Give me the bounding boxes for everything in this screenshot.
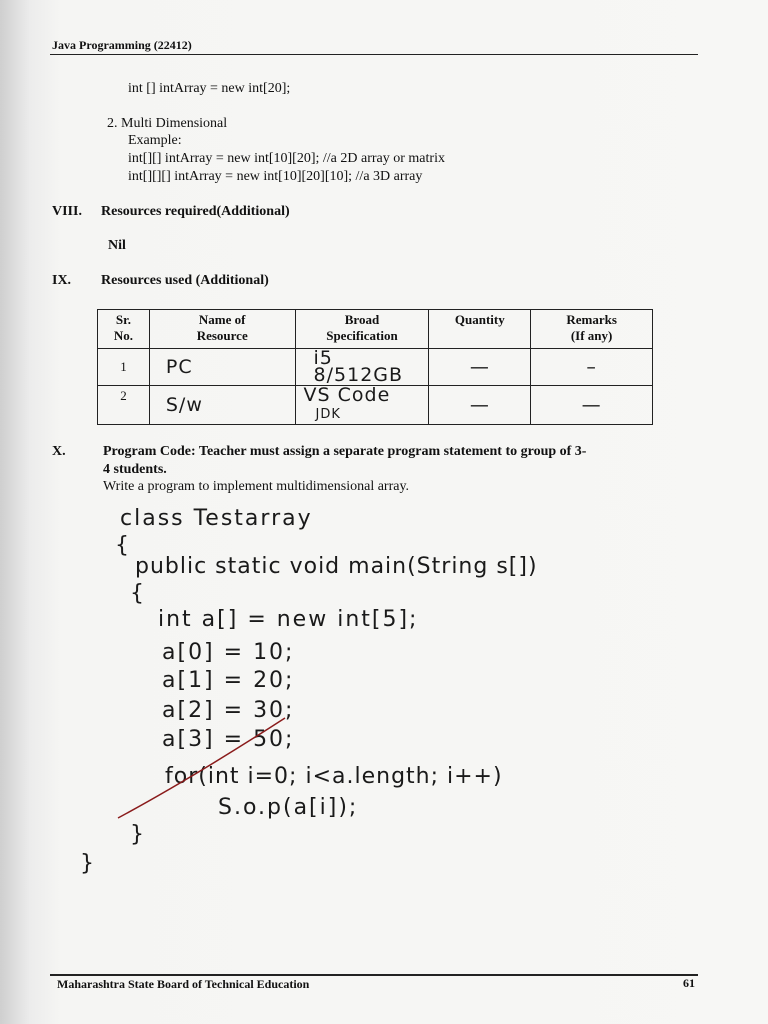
header-quantity: Quantity (429, 310, 531, 349)
cell-name: S/w (149, 386, 295, 425)
section-viii-number: VIII. (52, 204, 82, 219)
header-specification: Broad Specification (295, 310, 429, 349)
cell-quantity: — (429, 349, 531, 386)
code-line-array-decl: int a[] = new int[5]; (158, 607, 419, 632)
cell-name: PC (149, 349, 295, 386)
footer-board-name: Maharashtra State Board of Technical Education (57, 977, 310, 991)
header-resource-name: Name of Resource (149, 310, 295, 349)
section-viii-content: Nil (108, 238, 126, 253)
code-line-for-loop: for(int i=0; i<a.length; i++) (165, 764, 503, 789)
multi-dimensional-item: 2. Multi Dimensional (107, 116, 228, 131)
code-line-close-brace: } (130, 822, 146, 847)
header-remarks: Remarks (If any) (531, 310, 653, 349)
footer-rule (50, 974, 698, 976)
code-line-open-brace-2: { (130, 581, 146, 606)
cell-sr: 1 (98, 349, 150, 386)
example-3d-line: int[][][] intArray = new int[10][20][10]; //a 3D array (128, 169, 423, 184)
section-x-number: X. (52, 444, 66, 459)
cell-spec: VS Code JDK (295, 386, 429, 425)
section-x-title-line2: 4 students. (103, 462, 167, 477)
intro-code-line: int [] intArray = new int[20]; (128, 81, 291, 96)
cell-quantity: — (429, 386, 531, 425)
code-line-main: public static void main(String s[]) (135, 554, 538, 579)
page-header: Java Programming (22412) (52, 38, 192, 52)
cell-spec: i5 8/512GB (295, 349, 429, 386)
section-x-task: Write a program to implement multidimensional array. (103, 479, 410, 494)
cell-remarks: – (531, 349, 653, 386)
code-line-open-brace: { (115, 533, 131, 558)
code-line-assign-2: a[2] = 30; (162, 698, 295, 723)
header-sr-no: Sr. No. (98, 310, 150, 349)
section-viii-title: Resources required(Additional) (101, 204, 290, 219)
code-line-class: class Testarray (120, 506, 313, 531)
page-number: 61 (683, 976, 695, 990)
code-line-close-brace-2: } (80, 851, 96, 876)
code-line-assign-3: a[3] = 50; (162, 727, 295, 752)
example-2d-line: int[][] intArray = new int[10][20]; //a 2D array or matrix (128, 151, 445, 166)
example-label: Example: (128, 133, 182, 148)
cell-sr: 2 (98, 386, 150, 425)
cell-remarks: — (531, 386, 653, 425)
section-ix-number: IX. (52, 273, 72, 288)
code-line-assign-1: a[1] = 20; (162, 668, 295, 693)
code-line-print: S.o.p(a[i]); (218, 795, 359, 820)
code-line-assign-0: a[0] = 10; (162, 640, 295, 665)
section-x-title-line1: Program Code: Teacher must assign a separate program statement to group of 3- (103, 444, 587, 459)
section-ix-title: Resources used (Additional) (101, 273, 269, 288)
